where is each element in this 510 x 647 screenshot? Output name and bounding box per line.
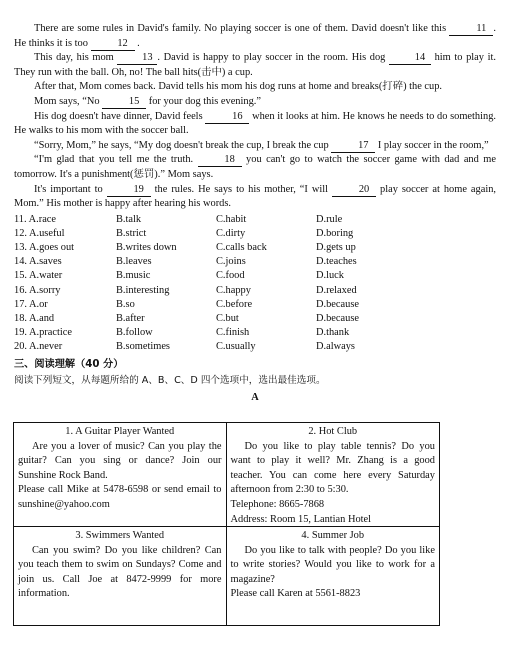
- option-b: B.strict: [116, 227, 147, 239]
- ad-box-2: [227, 423, 440, 527]
- option-c: C.food: [216, 270, 245, 282]
- option-a: 16. A.sorry: [14, 284, 61, 296]
- blank-15: 15: [102, 96, 146, 109]
- option-b: B.after: [116, 313, 145, 325]
- option-d: D.because: [316, 298, 359, 310]
- option-d: D.rule: [316, 213, 343, 225]
- ad-title: 3. Swimmers Wanted: [75, 530, 165, 541]
- option-row-19: [14, 326, 496, 340]
- option-b: B.so: [116, 298, 135, 310]
- blank-17: 17: [331, 140, 375, 153]
- ad-line: Address: Room 15, Lantian Hotel: [230, 513, 372, 525]
- ad-title: 1. A Guitar Player Wanted: [65, 426, 175, 437]
- option-d: D.always: [316, 341, 355, 353]
- option-b: B.leaves: [116, 256, 152, 268]
- option-row-20: [14, 340, 496, 354]
- section-heading: 三、阅读理解（40 分）: [14, 358, 124, 370]
- text: play soccer at home again, Mom.” His mother is happy after hearing his words.: [14, 183, 497, 210]
- blank-13: 13: [117, 52, 157, 65]
- option-b: B.writes down: [116, 242, 177, 254]
- option-d: D.gets up: [316, 242, 356, 254]
- text: . He thinks it is too: [14, 23, 496, 49]
- option-a: 12. A.useful: [14, 227, 65, 239]
- cloze-paragraph-5: [14, 110, 496, 139]
- ad-line: Do you like to talk with people? Do you like to write stories? Would you like to work for a magazine?: [230, 544, 435, 585]
- option-a: 20. A.never: [14, 341, 63, 353]
- option-row-18: [14, 312, 496, 326]
- blank-12: 12: [91, 38, 135, 51]
- ad-title: 4. Summer Job: [301, 530, 365, 541]
- blank-19: 19: [107, 184, 151, 197]
- option-b: B.talk: [116, 213, 142, 225]
- cloze-paragraph-1: [14, 22, 496, 51]
- option-a: 19. A.practice: [14, 327, 72, 339]
- ad-line: Please call Karen at 5561-8823: [230, 588, 361, 600]
- text: This day, his mom: [34, 52, 114, 64]
- ad-line: Can you swim? Do you like children? Can you teach them to swim on Sundays? Come and join us. Call Joe at 8472-9999 for more information.: [18, 544, 222, 600]
- option-d: D.luck: [316, 270, 344, 282]
- cloze-paragraph-7: [14, 153, 496, 182]
- text: His dog doesn't have dinner, David feels: [34, 110, 203, 122]
- option-b: B.interesting: [116, 284, 170, 296]
- text: him to play it. They run with the ball. Oh, no! The ball hits(击中) a cup.: [14, 52, 496, 78]
- cloze-paragraph-8: [14, 183, 496, 212]
- blank-11: 11: [449, 23, 493, 36]
- option-c: C.happy: [216, 284, 251, 296]
- option-row-11: [14, 213, 496, 227]
- option-a: 11. A.race: [14, 213, 57, 225]
- text: “I'm glad that you tell me the truth.: [34, 154, 194, 166]
- text: Mom says, “No: [34, 95, 100, 107]
- blank-16: 16: [205, 111, 249, 124]
- ad-line: Telephone: 8665-7868: [230, 498, 325, 510]
- option-d: D.thank: [316, 327, 350, 339]
- option-d: D.boring: [316, 227, 354, 239]
- option-d: D.relaxed: [316, 284, 357, 296]
- blank-14: 14: [389, 52, 431, 65]
- option-c: C.joins: [216, 256, 246, 268]
- text: you can't go to watch the soccer game with dad and me tomorrow. It's a punishment(惩罚).” Mom says.: [14, 154, 496, 180]
- text: for your dog this evening.”: [148, 95, 261, 107]
- text: .: [137, 37, 140, 49]
- ad-title: 2. Hot Club: [308, 426, 358, 437]
- ads-grid: [13, 422, 440, 626]
- text: when it looks at him. He knows he needs to do something. He walks to his mom with the soccer ball.: [14, 110, 496, 137]
- blank-20: 20: [332, 184, 376, 197]
- option-d: D.because: [316, 313, 359, 325]
- ad-box-3: [14, 527, 227, 625]
- option-row-16: [14, 284, 496, 298]
- option-b: B.follow: [116, 327, 153, 339]
- option-c: C.calls back: [216, 242, 267, 254]
- text: the rules. He says to his mother, “I will: [154, 183, 329, 195]
- blank-18: 18: [198, 154, 242, 167]
- cloze-section: [14, 22, 496, 405]
- option-c: C.habit: [216, 213, 247, 225]
- cloze-paragraph-4: [14, 95, 496, 110]
- option-b: B.sometimes: [116, 341, 170, 353]
- option-row-14: [14, 255, 496, 269]
- option-a: 14. A.saves: [14, 256, 62, 268]
- ad-line: Do you like to play table tennis? Do you want to play it well? Mr. Zhang is a good teacher. You can come here every Saturday afternoon from 2:30 to 5:30.: [230, 440, 435, 496]
- option-c: C.before: [216, 298, 253, 310]
- option-row-13: [14, 241, 496, 255]
- option-a: 17. A.or: [14, 298, 48, 310]
- ad-line: Please call Mike at 5478-6598 or send email to sunshine@yahoo.com: [18, 484, 222, 510]
- text: It's important to: [34, 183, 103, 195]
- option-row-17: [14, 298, 496, 312]
- option-a: 18. A.and: [14, 313, 55, 325]
- text: There are some rules in David's family. No playing soccer is one of them. David doesn't like this: [34, 23, 447, 34]
- text: . David is happy to play soccer in the room. His dog: [157, 52, 386, 64]
- passage-label: A: [251, 391, 259, 403]
- cloze-paragraph-2: [14, 51, 496, 80]
- option-a: 13. A.goes out: [14, 242, 75, 254]
- ad-box-1: [14, 423, 227, 527]
- option-c: C.dirty: [216, 227, 246, 239]
- text: I play soccer in the room,”: [377, 139, 489, 151]
- option-row-15: [14, 269, 496, 283]
- option-c: C.finish: [216, 327, 250, 339]
- cloze-paragraph-6: [14, 139, 496, 154]
- option-a: 15. A.water: [14, 270, 63, 282]
- section-instruction: 阅读下列短文，从每题所给的 A、B、C、D 四个选项中，选出最佳选项。: [14, 375, 326, 387]
- option-d: D.teaches: [316, 256, 357, 268]
- options-table: [14, 213, 496, 355]
- ad-line: Are you a lover of music? Can you play the guitar? Can you sing or dance? Join our Sunshine Rock Band.: [18, 440, 222, 481]
- cloze-paragraph-3: After that, Mom comes back. David tells his mom his dog runs at home and breaks(打碎) the cup.: [34, 81, 443, 93]
- option-b: B.music: [116, 270, 151, 282]
- option-row-12: [14, 227, 496, 241]
- option-c: C.but: [216, 313, 239, 325]
- ad-box-4: [227, 527, 440, 625]
- text: “Sorry, Mom,” he says, “My dog doesn't break the cup, I break the cup: [34, 139, 329, 151]
- option-c: C.usually: [216, 341, 256, 353]
